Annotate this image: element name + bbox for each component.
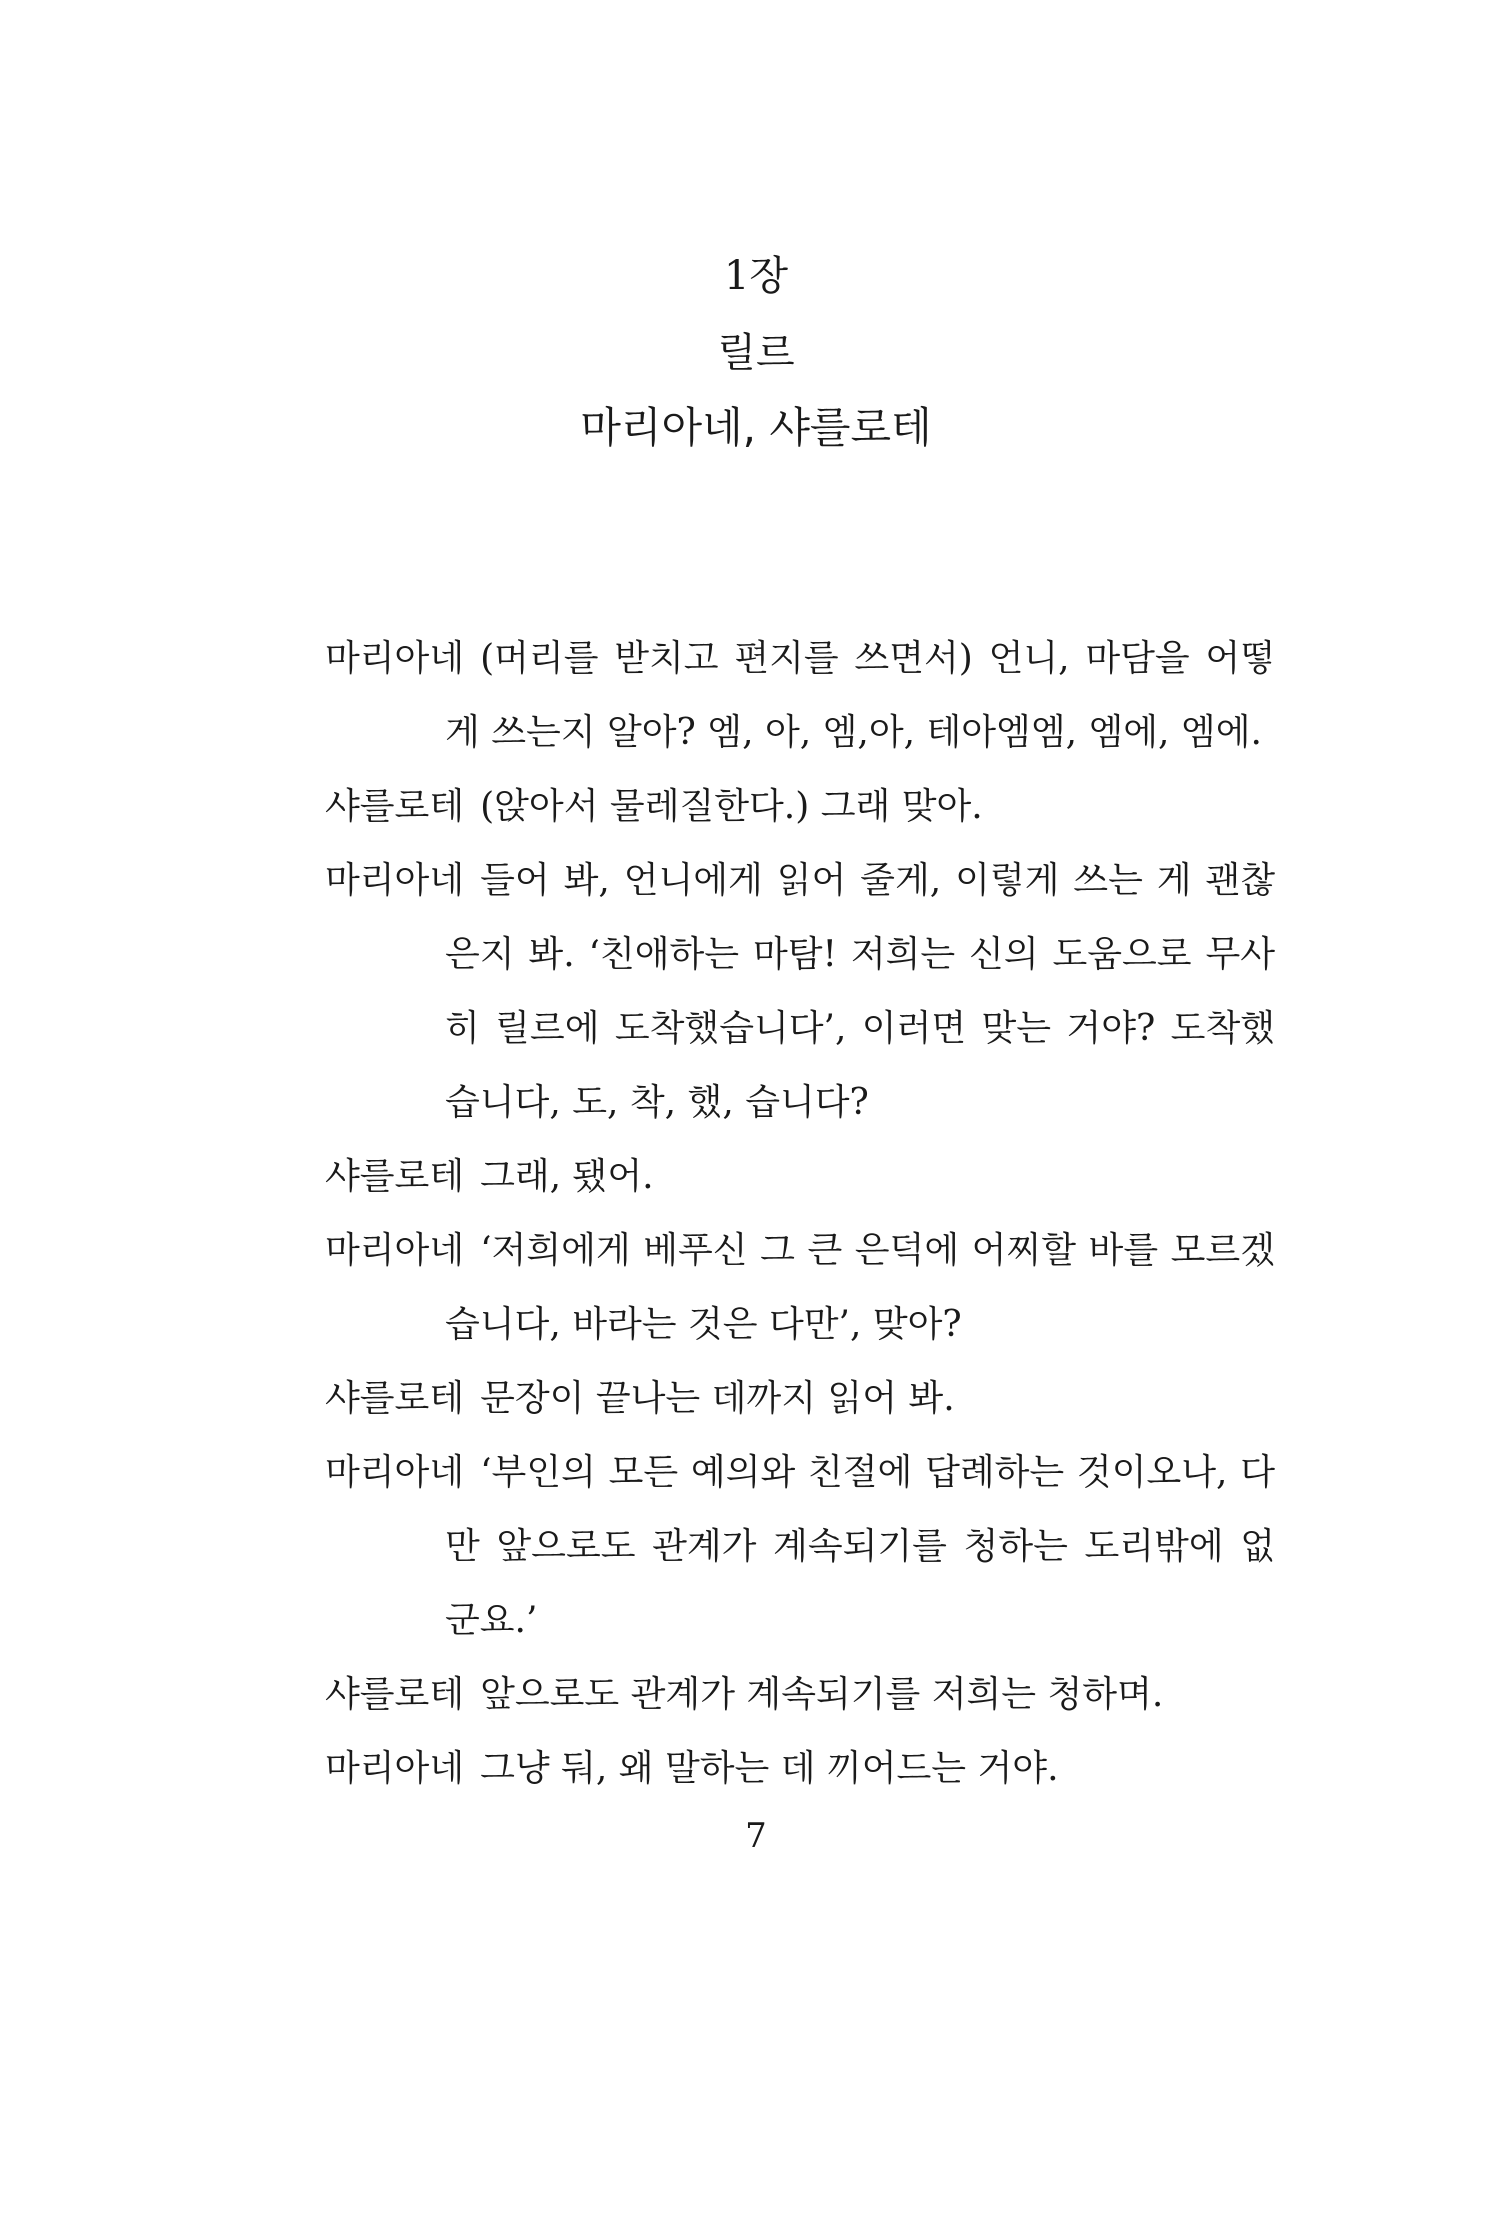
speaker-name: 샤를로테: [325, 786, 465, 827]
line-text: 앞으로도 관계가 계속되기를 저희는 청하며.: [480, 1674, 1164, 1715]
speaker-name: 샤를로테: [325, 1674, 465, 1715]
speaker-name: 마리아네: [325, 638, 465, 679]
dialogue-line: [325, 622, 1275, 770]
dialogue-block: [325, 622, 1275, 1806]
page-number: 7: [745, 1816, 767, 1856]
dialogue-line: [325, 844, 1275, 1140]
line-text: 들어 봐, 언니에게 읽어 줄게, 이렇게 쓰는 게 괜찮은지 봐. ‘친애하는 마탐! 저희는 신의 도움으로 무사히 릴르에 도착했습니다’, 이러면 맞는 거야? 도착했습니다, 도, 착, 했, 습니다?: [445, 860, 1275, 1123]
speaker-name: 마리아네: [325, 1230, 465, 1271]
dialogue-line: [325, 1214, 1275, 1362]
line-text: 문장이 끝나는 데까지 읽어 봐.: [480, 1378, 955, 1419]
dialogue-line: [325, 1140, 1275, 1214]
speaker-name: 마리아네: [325, 1748, 465, 1789]
line-text: (머리를 받치고 편지를 쓰면서) 언니, 마담을 어떻게 쓰는지 알아? 엠, 아, 엠,아, 테아엠엠, 엠에, 엠에.: [445, 638, 1275, 753]
line-text: ‘저희에게 베푸신 그 큰 은덕에 어찌할 바를 모르겠습니다, 바라는 것은 다만’, 맞아?: [445, 1230, 1275, 1345]
speaker-name: 샤를로테: [325, 1156, 465, 1197]
line-text: 그래, 됐어.: [480, 1156, 654, 1197]
dialogue-line: [325, 1732, 1275, 1806]
speaker-name: 마리아네: [325, 860, 465, 901]
speaker-name: 샤를로테: [325, 1378, 465, 1419]
scene-characters: 마리아네, 샤를로테: [580, 403, 932, 452]
dialogue-line: [325, 1436, 1275, 1658]
line-text: ‘부인의 모든 예의와 친절에 답례하는 것이오나, 다만 앞으로도 관계가 계속되기를 청하는 도리밖에 없군요.’: [445, 1452, 1275, 1641]
speaker-name: 마리아네: [325, 1452, 465, 1493]
line-text: 그냥 둬, 왜 말하는 데 끼어드는 거야.: [480, 1748, 1059, 1789]
line-text: (앉아서 물레질한다.) 그래 맞아.: [480, 786, 983, 827]
scene-location: 릴르: [717, 330, 795, 376]
dialogue-line: [325, 1658, 1275, 1732]
dialogue-line: [325, 1362, 1275, 1436]
dialogue-line: [325, 770, 1275, 844]
chapter-title: 1장: [723, 253, 789, 299]
